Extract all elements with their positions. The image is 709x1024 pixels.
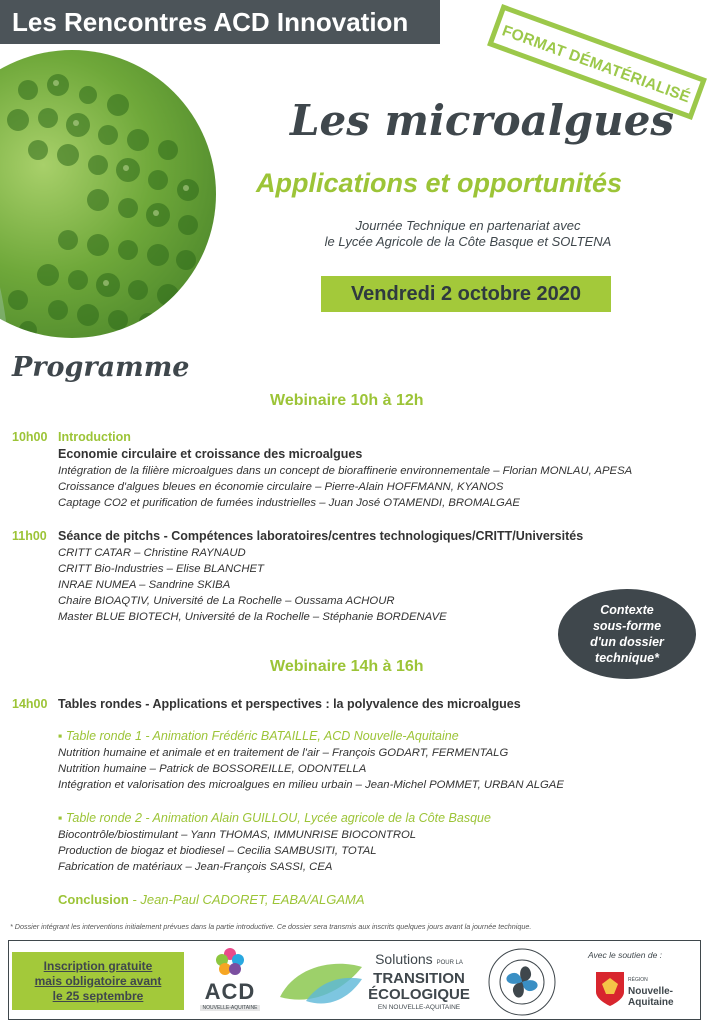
microalgae-image: [0, 50, 216, 338]
acd-logo-subtext: NOUVELLE-AQUITAINE: [200, 1005, 260, 1011]
signup-box[interactable]: [12, 952, 184, 1010]
webinar-afternoon-heading: Webinaire 14h à 16h: [270, 658, 424, 675]
list-item: CRITT Bio-Industries – Elise BLANCHET: [58, 563, 264, 575]
solutions-pour: POUR LA: [436, 960, 463, 966]
acd-logo-text: ACD: [204, 979, 256, 1004]
list-item: Fabrication de matériaux – Jean-François SASSI, CEA: [58, 861, 333, 873]
list-item: CRITT CATAR – Christine RAYNAUD: [58, 547, 246, 559]
round-table-2-title: ▪ Table ronde 2 - Animation Alain GUILLOU, Lycée agricole de la Côte Basque: [58, 811, 491, 825]
footnote: * Dossier intégrant les interventions initialement prévues dans la partie introductive. Ce dossier sera transmis aux inscrits quelques jours avant la journée technique.: [10, 922, 532, 931]
signup-line-1: Inscription gratuite: [43, 958, 153, 973]
session-title: Economie circulaire et croissance des microalgues: [58, 447, 363, 461]
series-title: Les Rencontres ACD Innovation: [0, 0, 440, 44]
webinar-morning-heading: Webinaire 10h à 12h: [270, 392, 424, 409]
acd-flower-icon: [213, 946, 247, 976]
conclusion-text: - Jean-Paul CADORET, EABA/ALGAMA: [128, 892, 365, 907]
conclusion: [58, 892, 365, 907]
partner-line-1: Journée Technique en partenariat avec: [355, 218, 581, 233]
region-shield-icon: [594, 970, 626, 1008]
partner-line-2: le Lycée Agricole de la Côte Basque et SOLTENA: [324, 234, 612, 249]
conclusion-label: Conclusion: [58, 892, 129, 907]
context-line: d'un dossier: [590, 635, 664, 649]
event-subtitle: Applications et opportunités: [256, 168, 623, 198]
event-title: Les microalgues: [290, 96, 675, 145]
list-item: Intégration et valorisation des microalgues en milieu urbain – Jean-Michel POMMET, URBAN ALGAE: [58, 779, 564, 791]
programme-heading: Programme: [12, 352, 190, 383]
lycee-agricole-emblem: [486, 946, 558, 1018]
support-label: Avec le soutien de :: [588, 950, 663, 960]
region-name-2: Aquitaine: [628, 997, 674, 1008]
list-item: INRAE NUMEA – Sandrine SKIBA: [58, 579, 231, 591]
context-line: sous-forme: [592, 619, 662, 633]
transition-word: TRANSITION: [373, 970, 465, 987]
region-small: RÉGION: [628, 977, 648, 983]
partner-text: [280, 218, 656, 250]
context-bubble: [558, 589, 696, 679]
signup-line-3: le 25 septembre: [52, 988, 144, 1003]
acd-logo: [194, 946, 266, 1018]
event-date: Vendredi 2 octobre 2020: [321, 276, 611, 312]
session-time: 10h00: [12, 430, 48, 444]
list-item: Nutrition humaine – Patrick de BOSSOREILLE, ODONTELLA: [58, 763, 367, 775]
session-label: Introduction: [58, 430, 131, 444]
solutions-word: Solutions: [375, 951, 433, 967]
signup-line-2: mais obligatoire avant: [34, 973, 162, 988]
ecologique-word: ÉCOLOGIQUE: [368, 986, 470, 1003]
list-item: Production de biogaz et biodiesel – Cecilia SAMBUSITI, TOTAL: [58, 845, 377, 857]
region-logo-text: [628, 975, 674, 1008]
list-item: Chaire BIOAQTIV, Université de La Rochelle – Oussama ACHOUR: [58, 595, 395, 607]
list-item: Master BLUE BIOTECH, Université de la Rochelle – Stéphanie BORDENAVE: [58, 611, 447, 623]
list-item: Biocontrôle/biostimulant – Yann THOMAS, IMMUNRISE BIOCONTROL: [58, 829, 417, 841]
format-stamp: FORMAT DÉMATÉRIALISÉ: [487, 4, 707, 120]
list-item: Croissance d'algues bleues en économie circulaire – Pierre-Alain HOFFMANN, KYANOS: [58, 481, 504, 493]
region-name-1: Nouvelle-: [628, 986, 674, 997]
session-title: Tables rondes - Applications et perspectives : la polyvalence des microalgues: [58, 697, 521, 711]
session-title: Séance de pitchs - Compétences laboratoires/centres technologiques/CRITT/Universités: [58, 529, 584, 543]
context-line: Contexte: [600, 603, 654, 617]
transition-logo-text: [364, 952, 474, 1012]
session-time: 14h00: [12, 697, 48, 711]
transition-leaf-icon: [276, 957, 366, 1011]
session-time: 11h00: [12, 529, 47, 543]
round-table-1-title: ▪ Table ronde 1 - Animation Frédéric BATAILLE, ACD Nouvelle-Aquitaine: [58, 729, 459, 743]
transition-region: EN NOUVELLE-AQUITAINE: [377, 1004, 461, 1011]
list-item: Nutrition humaine et animale et en traitement de l'air – François GODART, FERMENTALG: [58, 747, 509, 759]
list-item: Captage CO2 et purification de fumées industrielles – Juan José OTAMENDI, BROMALGAE: [58, 497, 520, 509]
list-item: Intégration de la filière microalgues dans un concept de bioraffinerie environnementale – Florian MONLAU, APESA: [58, 465, 633, 477]
context-line: technique*: [595, 651, 659, 665]
